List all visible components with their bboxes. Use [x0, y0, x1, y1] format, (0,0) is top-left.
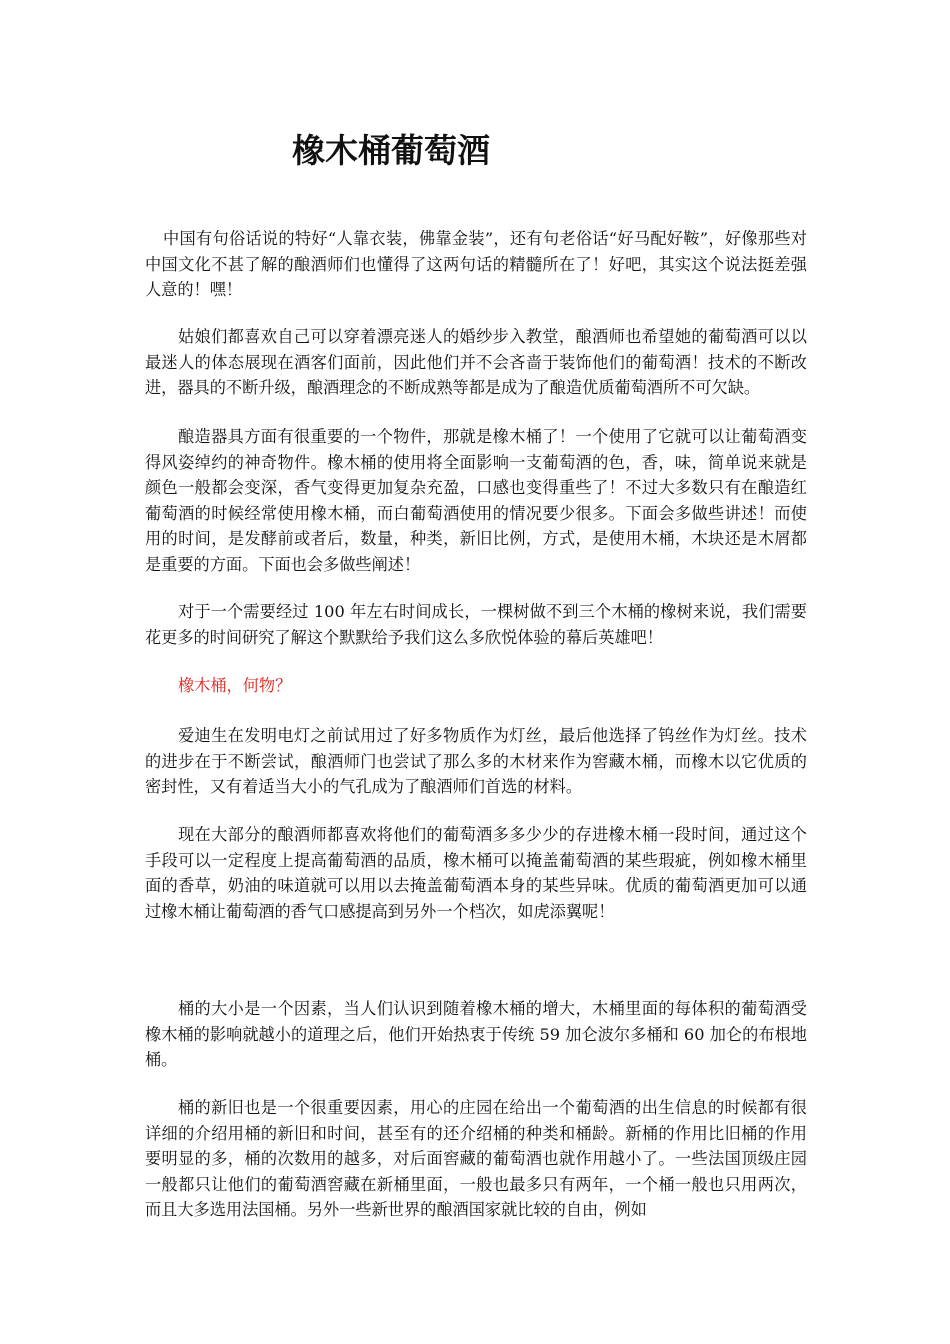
- paragraph-edison: 爱迪生在发明电灯之前试用过了好多物质作为灯丝，最后他选择了钨丝作为灯丝。技术的进步在于不断尝试，酿酒师门也尝试了那么多的木材来作为窖藏木桶，而橡木以它优质的密封性，又有着适当大小的气孔成为了酿酒师们首选的材料。: [145, 726, 807, 796]
- paragraph-barrel-age: 桶的新旧也是一个很重要因素，用心的庄园在给出一个葡萄酒的出生信息的时候都有很详细的介绍用桶的新旧和时间，甚至有的还介绍桶的种类和桶龄。新桶的作用比旧桶的作用要明显的多，桶的次数用的越多，对后面窖藏的葡萄酒也就作用越小了。一些法国顶级庄园一般都只让他们的葡萄酒窖藏在新桶里面，一般也最多只有两年，一个桶一般也只用两次，而且大多选用法国桶。另外一些新世界的酿酒国家就比较的自由，例如: [145, 1098, 807, 1219]
- paragraph-barrel-size: 桶的大小是一个因素，当人们认识到随着橡木桶的增大，木桶里面的每体积的葡萄酒受橡木桶的影响就越小的道理之后，他们开始热衷于传统 59 加仑波尔多桶和 60 加仑的布根地桶。: [145, 999, 807, 1069]
- page-title: 橡木桶葡萄酒: [292, 131, 490, 170]
- paragraph-oak-barrel: 酿造器具方面有很重要的一个物件，那就是橡木桶了！一个使用了它就可以让葡萄酒变得风姿绰约的神奇物件。橡木桶的使用将全面影响一支葡萄酒的色，香，味，简单说来就是颜色一般都会变深，香气变得更加复杂充盈，口感也变得重些了！不过大多数只有在酿造红葡萄酒的时候经常使用橡木桶，而白葡萄酒使用的情况要少很多。下面会多做些讲述！而使用的时间，是发酵前或者后，数量，种类，新旧比例，方式，是使用木桶，木块还是木屑都是重要的方面。下面也会多做些阐述！: [145, 427, 807, 574]
- paragraph-oak-tree: 对于一个需要经过 100 年左右时间成长，一棵树做不到三个木桶的橡树来说，我们需要花更多的时间研究了解这个默默给予我们这么多欣悦体验的幕后英雄吧！: [145, 602, 807, 647]
- paragraph-brides: 姑娘们都喜欢自己可以穿着漂亮迷人的婚纱步入教堂，酿酒师也希望她的葡萄酒可以以最迷人的体态展现在酒客们面前，因此他们并不会吝啬于装饰他们的葡萄酒！技术的不断改进，器具的不断升级，酿酒理念的不断成熟等都是成为了酿造优质葡萄酒所不可欠缺。: [145, 327, 807, 397]
- paragraph-intro: 中国有句俗话说的特好“人靠衣装，佛靠金装”，还有句老俗话“好马配好鞍”，好像那些对中国文化不甚了解的酿酒师们也懂得了这两句话的精髓所在了！好吧，其实这个说法挺差强人意的！嘿！: [145, 229, 807, 299]
- paragraph-winemakers: 现在大部分的酿酒师都喜欢将他们的葡萄酒多多少少的存进橡木桶一段时间，通过这个手段可以一定程度上提高葡萄酒的品质，橡木桶可以掩盖葡萄酒的某些瑕疵，例如橡木桶里面的香草，奶油的味道就可以用以去掩盖葡萄酒本身的某些异味。优质的葡萄酒更加可以通过橡木桶让葡萄酒的香气口感提高到另外一个档次，如虎添翼呢！: [145, 825, 807, 921]
- section-heading: 橡木桶，何物？: [178, 676, 292, 695]
